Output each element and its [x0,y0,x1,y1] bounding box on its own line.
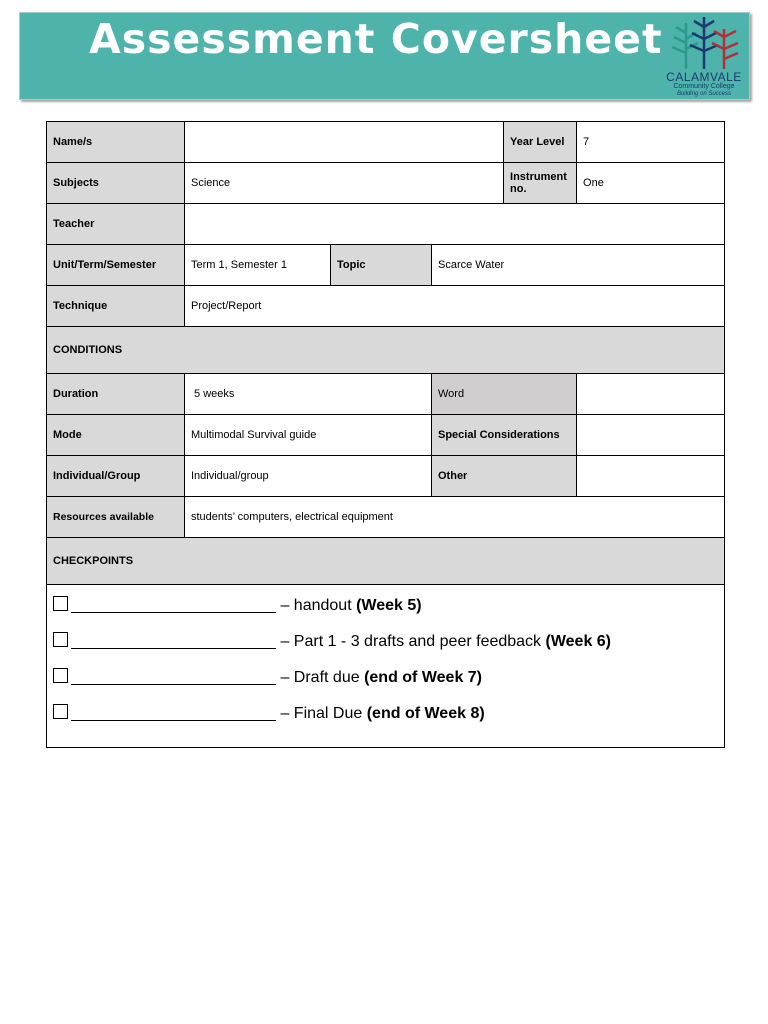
conditions-heading-row [47,327,725,374]
duration-row [47,374,725,415]
checkpoint-blank[interactable] [71,632,276,649]
names-field[interactable] [185,122,504,163]
resources-field[interactable]: students’ computers, electrical equipment [185,497,725,538]
individual-row [47,456,725,497]
checkpoint-week: (Week 5) [356,597,422,614]
names-row [47,122,725,163]
individual-group-label: Individual/Group [47,456,185,497]
unit-field[interactable]: Term 1, Semester 1 [185,245,331,286]
checkbox[interactable] [53,668,68,683]
conditions-heading: CONDITIONS [47,327,725,374]
unit-row [47,245,725,286]
word-label: Word [432,374,577,415]
logo-tagline: Building on Success [676,91,732,97]
topic-label: Topic [331,245,432,286]
mode-field[interactable]: Multimodal Survival guide [185,415,432,456]
unit-label: Unit/Term/Semester [47,245,185,286]
checkbox[interactable] [53,704,68,719]
resources-row [47,497,725,538]
year-level-label: Year Level [504,122,577,163]
mode-label: Mode [47,415,185,456]
technique-label: Technique [47,286,185,327]
checkpoint-blank[interactable] [71,596,276,613]
checkpoints-heading: CHECKPOINTS [47,538,725,585]
special-considerations-field[interactable] [577,415,725,456]
checkbox[interactable] [53,632,68,647]
checkpoint-text: – Part 1 - 3 drafts and peer feedback [280,633,546,650]
checkpoint-text: – Draft due [280,669,365,686]
checkbox[interactable] [53,596,68,611]
word-field[interactable] [577,374,725,415]
checkpoint-week: (end of Week 8) [366,705,485,722]
year-level-field[interactable]: 7 [577,122,725,163]
checkpoint-item [53,701,718,737]
resources-label: Resources available [47,497,185,538]
technique-row [47,286,725,327]
duration-label: Duration [47,374,185,415]
instrument-label: Instrument no. [504,163,577,204]
other-field[interactable] [577,456,725,497]
checkpoints-heading-row [47,538,725,585]
coversheet-table [46,121,725,748]
duration-field[interactable]: 5 weeks [185,374,432,415]
subjects-label: Subjects [47,163,185,204]
checkpoint-blank[interactable] [71,668,276,685]
page-title: Assessment Coversheet [89,15,663,63]
instrument-field[interactable]: One [577,163,725,204]
technique-field[interactable]: Project/Report [185,286,725,327]
logo-name: CALAMVALE [666,70,742,84]
header-banner [19,12,750,100]
subjects-field[interactable]: Science [185,163,504,204]
checkpoint-item [53,629,718,665]
checkpoint-week: (end of Week 7) [364,669,483,686]
checkpoint-blank[interactable] [71,704,276,721]
topic-field[interactable]: Scarce Water [432,245,725,286]
logo-subtitle: Community College [673,83,735,90]
checkpoint-item [53,665,718,701]
checkpoint-week: (Week 6) [545,633,612,650]
special-considerations-label: Special Considerations [432,415,577,456]
names-label: Name/s [47,122,185,163]
mode-row [47,415,725,456]
teacher-label: Teacher [47,204,185,245]
checkpoint-text: – Final Due [280,705,367,722]
checkpoints-row [47,585,725,748]
other-label: Other [432,456,577,497]
checkpoint-item [53,593,718,629]
teacher-field[interactable] [185,204,725,245]
individual-group-field[interactable]: Individual/group [185,456,432,497]
teacher-row [47,204,725,245]
checkpoint-text: – handout [280,597,357,614]
subjects-row [47,163,725,204]
checkpoints-list [47,585,725,748]
